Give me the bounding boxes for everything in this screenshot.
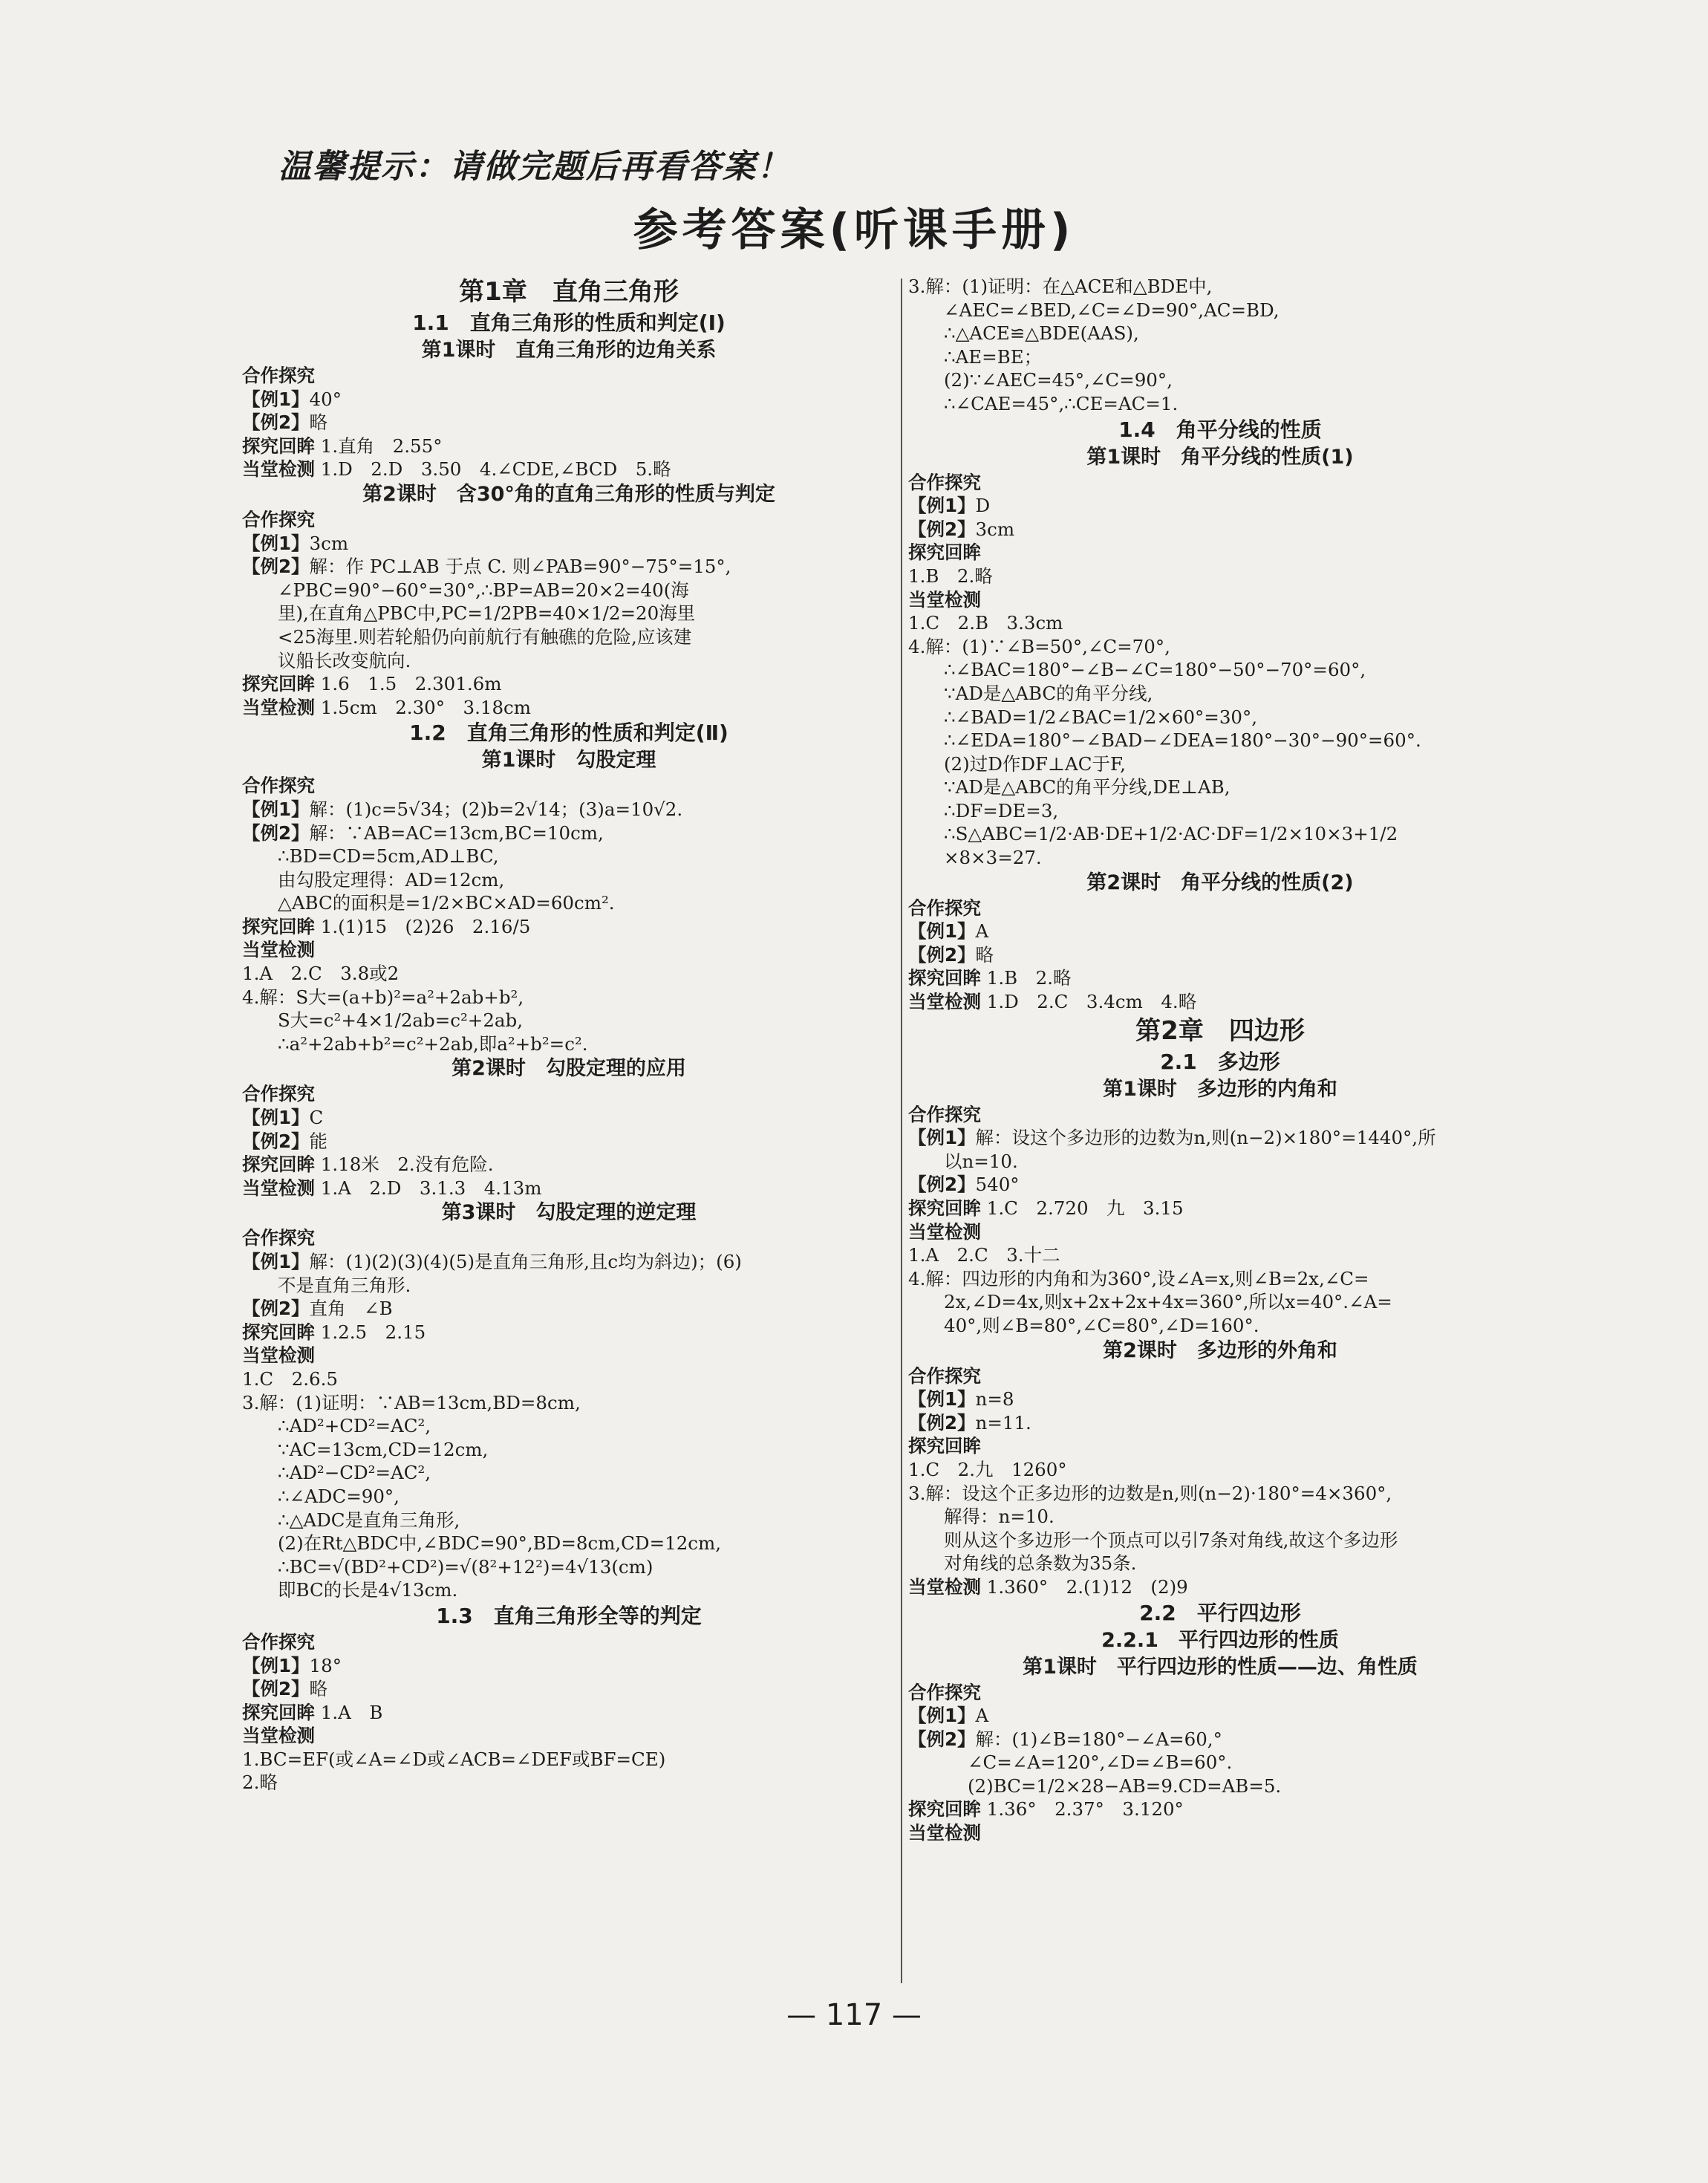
answer-text: ∠AEC=∠BED,∠C=∠D=90°,AC=BD, — [944, 299, 1280, 321]
answer-label: 【例1】 — [908, 1705, 976, 1727]
answer-label: 【例2】 — [242, 1298, 310, 1320]
answer-line — [908, 846, 1532, 870]
answer-line — [908, 1103, 1532, 1127]
answer-text: 即BC的长是4√13cm. — [278, 1579, 458, 1601]
answer-line — [908, 635, 1532, 659]
answer-text: (2)过D作DF⊥AC于F, — [944, 752, 1126, 775]
answer-label: 【例2】 — [908, 518, 976, 540]
answer-line — [908, 1798, 1532, 1821]
answer-text: ∠C=∠A=120°,∠D=∠B=60°. — [968, 1751, 1233, 1774]
answer-label: 探究回眸 — [242, 1701, 315, 1723]
answer-line — [908, 966, 1532, 990]
answer-line — [242, 868, 896, 892]
answer-line — [242, 625, 896, 649]
answer-line — [242, 1461, 896, 1485]
answer-label: 【例1】 — [908, 1127, 976, 1149]
answer-text: S大=c²+4×1/2ab=c²+2ab, — [278, 1009, 523, 1032]
reminder-banner: 温馨提示：请做完题后再看答案！ — [278, 148, 791, 186]
answer-text: 1.B 2.略 — [908, 565, 993, 587]
answer-line — [908, 1482, 1532, 1506]
answer-line — [242, 1630, 896, 1654]
answer-text: 40°,则∠B=80°,∠C=80°,∠D=160°. — [944, 1314, 1259, 1336]
answer-label: 合作探究 — [908, 471, 981, 493]
answer-text: 由勾股定理得：AD=12cm, — [278, 868, 505, 891]
answer-text: ∴DF=DE=3, — [944, 799, 1059, 822]
answer-line — [242, 962, 896, 986]
answer-line — [242, 508, 896, 532]
answer-line — [242, 411, 896, 435]
answer-line — [908, 1243, 1532, 1267]
answer-text: 里),在直角△PBC中,PC=1/2PB=40×1/2=20海里 — [278, 602, 696, 625]
answer-line — [908, 541, 1532, 565]
answer-label: 探究回眸 — [908, 967, 981, 989]
answer-label: 探究回眸 — [242, 1321, 315, 1343]
answer-label: 当堂检测 — [908, 1822, 981, 1844]
answer-line — [908, 565, 1532, 588]
answer-label: 【例1】 — [908, 920, 976, 943]
answer-text: 解得：n=10. — [944, 1506, 1055, 1528]
answer-line — [242, 672, 896, 696]
answer-text: n=11. — [975, 1411, 1031, 1434]
answer-line — [908, 799, 1532, 823]
answer-text: 解：设这个多边形的边数为n,则(n−2)×180°=1440°,所 — [975, 1127, 1436, 1149]
answer-line — [242, 1532, 896, 1555]
answer-line — [242, 845, 896, 868]
answer-text: 解：作 PC⊥AB 于点 C. 则∠PAB=90°−75°=15°, — [309, 556, 731, 578]
answer-text: ∴AE=BE； — [944, 345, 1043, 368]
answer-label: 合作探究 — [242, 1083, 315, 1105]
answer-text: 1.C 2.B 3.3cm — [908, 612, 1063, 634]
answer-label: 合作探究 — [242, 775, 315, 797]
answer-text: 1.B 2.略 — [981, 967, 1072, 989]
answer-text: 1.2.5 2.15 — [315, 1321, 426, 1343]
answer-label: 合作探究 — [242, 1630, 315, 1653]
answer-line — [908, 990, 1532, 1014]
answer-line — [242, 1344, 896, 1367]
answer-line — [242, 1509, 896, 1532]
answer-label: 合作探究 — [908, 897, 981, 919]
answer-line — [908, 920, 1532, 943]
answer-text: 略 — [975, 943, 994, 966]
answer-line — [242, 1438, 896, 1462]
answer-text: 解：(1)∠B=180°−∠A=60,° — [975, 1728, 1222, 1750]
answer-line — [908, 1387, 1532, 1411]
answer-line — [908, 1458, 1532, 1482]
answer-text: 1.C 2.6.5 — [242, 1367, 338, 1390]
answer-text: 4.解：S大=(a+b)²=a²+2ab+b², — [242, 986, 524, 1008]
lesson-heading: 第1课时 角平分线的性质(1) — [1086, 445, 1354, 469]
answer-label: 【例2】 — [908, 943, 976, 966]
answer-label: 探究回眸 — [242, 915, 315, 937]
answer-text: 3cm — [309, 532, 349, 554]
section-heading: 1.1 直角三角形的性质和判定(Ⅰ) — [412, 310, 726, 335]
answer-text: ∴∠EDA=180°−∠BAD−∠DEA=180°−30°−90°=60°. — [944, 729, 1421, 752]
answer-text: C — [309, 1107, 324, 1129]
answer-line — [242, 798, 896, 822]
answer-label: 当堂检测 — [242, 1344, 315, 1367]
answer-line — [242, 388, 896, 411]
answer-line — [242, 1391, 896, 1415]
answer-label: 当堂检测 — [242, 1177, 315, 1199]
lesson-heading: 第3课时 勾股定理的逆定理 — [441, 1201, 697, 1225]
answer-line — [908, 729, 1532, 752]
answer-label: 当堂检测 — [242, 696, 315, 718]
answer-text: ∴△ADC是直角三角形, — [278, 1509, 460, 1531]
answer-line — [242, 774, 896, 798]
lesson-heading: 第2课时 角平分线的性质(2) — [1086, 871, 1354, 894]
answer-label: 【例1】 — [908, 1388, 976, 1411]
answer-line — [242, 1321, 896, 1344]
answer-line — [908, 1728, 1532, 1751]
column-divider — [901, 279, 902, 1983]
answer-text: 1.直角 2.55° — [315, 435, 443, 457]
lesson-heading: 第1课时 多边形的内角和 — [1103, 1077, 1337, 1101]
answer-label: 探究回眸 — [908, 1798, 981, 1821]
answer-label: 当堂检测 — [242, 1725, 315, 1747]
answer-text: 3cm — [975, 518, 1015, 540]
answer-line — [908, 682, 1532, 706]
answer-text: ∵AC=13cm,CD=12cm, — [278, 1438, 489, 1460]
answer-label: 【例2】 — [908, 1728, 976, 1750]
chapter-heading: 第2章 四边形 — [1135, 1015, 1305, 1046]
answer-line — [908, 368, 1532, 392]
answer-line — [242, 1748, 896, 1772]
answer-label: 探究回眸 — [908, 1197, 981, 1219]
answer-line — [242, 1654, 896, 1678]
answer-text: 1.360° 2.(1)12 (2)9 — [981, 1575, 1188, 1598]
answer-text: 1.5cm 2.30° 3.18cm — [315, 696, 532, 718]
section-heading: 1.4 角平分线的性质 — [1118, 417, 1322, 442]
answer-line — [908, 822, 1532, 846]
answer-label: 当堂检测 — [908, 1575, 981, 1598]
page-number: — 117 — — [786, 1998, 922, 2032]
lesson-heading: 第1课时 平行四边形的性质——边、角性质 — [1023, 1655, 1418, 1679]
answer-text: 40° — [309, 388, 342, 410]
answer-line — [242, 891, 896, 915]
answer-text: A — [975, 1705, 989, 1727]
answer-line — [242, 1367, 896, 1391]
answer-text: 1.BC=EF(或∠A=∠D或∠ACB=∠DEF或BF=CE) — [242, 1748, 666, 1770]
answer-line — [908, 345, 1532, 369]
answer-text: ∴AD²+CD²=AC², — [278, 1415, 431, 1437]
answer-line — [242, 532, 896, 556]
answer-line — [908, 1150, 1532, 1174]
answer-text: 则从这个多边形一个顶点可以引7条对角线,故这个多边形 — [944, 1529, 1398, 1551]
answer-line — [242, 1485, 896, 1509]
answer-label: 【例1】 — [242, 532, 310, 554]
lesson-heading: 第2课时 勾股定理的应用 — [452, 1057, 686, 1081]
answer-line — [242, 1274, 896, 1298]
answer-label: 【例1】 — [242, 1654, 310, 1676]
answer-line — [908, 1529, 1532, 1552]
answer-line — [908, 1751, 1532, 1774]
answer-text: 3.解：设这个正多边形的边数是n,则(n−2)·180°=4×360°, — [908, 1482, 1392, 1504]
answer-text: D — [975, 495, 991, 517]
answer-line — [908, 1821, 1532, 1845]
answer-line — [242, 602, 896, 625]
lesson-heading: 第2课时 含30°角的直角三角形的性质与判定 — [362, 482, 775, 506]
section-heading: 1.2 直角三角形的性质和判定(Ⅱ) — [409, 720, 728, 746]
answer-text: ∠PBC=90°−60°=30°,∴BP=AB=20×2=40(海 — [278, 579, 689, 601]
answer-text: ∵AD是△ABC的角平分线,DE⊥AB, — [944, 776, 1231, 798]
answer-text: n=8 — [975, 1388, 1014, 1411]
answer-line — [908, 1552, 1532, 1575]
answer-text: △ABC的面积是=1/2×BC×AD=60cm². — [278, 892, 615, 914]
answer-text: 直角 ∠B — [309, 1298, 393, 1320]
answer-text: 1.A 2.C 3.十二 — [908, 1244, 1060, 1266]
answer-label: 合作探究 — [908, 1681, 981, 1703]
answer-text: 议船长改变航向. — [278, 649, 411, 671]
answer-label: 合作探究 — [242, 1227, 315, 1249]
answer-text: 2.略 — [242, 1772, 278, 1794]
lesson-heading: 第1课时 勾股定理 — [481, 749, 656, 772]
chapter-heading: 第1章 直角三角形 — [459, 277, 679, 307]
section-heading: 1.3 直角三角形全等的判定 — [436, 1603, 702, 1628]
answer-line — [908, 897, 1532, 920]
answer-text: ∴AD²−CD²=AC², — [278, 1462, 431, 1484]
answer-line — [242, 364, 896, 388]
answer-text: 1.A 2.C 3.8或2 — [242, 963, 400, 985]
answer-line — [908, 1290, 1532, 1314]
answer-label: 【例1】 — [242, 1251, 310, 1272]
answer-text: 能 — [309, 1130, 328, 1152]
answer-text: ∴∠BAD=1/2∠BAC=1/2×60°=30°, — [944, 706, 1258, 728]
answer-line — [908, 1411, 1532, 1435]
answer-line — [908, 775, 1532, 799]
answer-line — [908, 588, 1532, 612]
answer-text: 1.C 2.720 九 3.15 — [981, 1197, 1184, 1219]
answer-line — [908, 1126, 1532, 1150]
answer-line — [242, 458, 896, 481]
answer-label: 探究回眸 — [242, 673, 315, 695]
answer-line — [242, 1701, 896, 1725]
answer-column-left — [242, 275, 896, 1795]
answer-label: 【例1】 — [242, 798, 310, 820]
answer-text: ∴∠BAC=180°−∠B−∠C=180°−50°−70°=60°, — [944, 659, 1366, 681]
answer-line — [242, 555, 896, 579]
answer-line — [242, 1250, 896, 1274]
answer-label: 【例2】 — [242, 1678, 310, 1700]
answer-line — [242, 579, 896, 602]
answer-text: 3.解：(1)证明：∵AB=13cm,BD=8cm, — [242, 1391, 581, 1413]
answer-label: 当堂检测 — [908, 991, 981, 1013]
answer-line — [242, 938, 896, 962]
answer-text: ×8×3=27. — [944, 847, 1042, 869]
answer-label: 合作探究 — [908, 1103, 981, 1125]
answer-line — [242, 435, 896, 458]
answer-text: 1.36° 2.37° 3.120° — [981, 1798, 1184, 1821]
answer-text: 解：(1)(2)(3)(4)(5)是直角三角形,且c均为斜边)；(6) — [309, 1251, 742, 1272]
answer-text: 4.解：四边形的内角和为360°,设∠A=x,则∠B=2x,∠C= — [908, 1267, 1369, 1289]
lesson-heading: 第2课时 多边形的外角和 — [1103, 1338, 1337, 1362]
lesson-heading: 第1课时 直角三角形的边角关系 — [421, 339, 717, 362]
answer-line — [908, 392, 1532, 416]
answer-label: 【例2】 — [242, 822, 310, 844]
section-heading: 2.1 多边形 — [1160, 1049, 1280, 1074]
answer-label: 合作探究 — [242, 508, 315, 530]
answer-text: 540° — [975, 1174, 1020, 1196]
answer-line — [908, 1505, 1532, 1529]
page-title: 参考答案(听课手册) — [633, 204, 1075, 256]
answer-text: ∴∠ADC=90°, — [278, 1485, 400, 1507]
answer-line — [908, 275, 1532, 299]
answer-line — [908, 611, 1532, 635]
answer-text: 不是直角三角形. — [278, 1274, 411, 1296]
answer-line — [242, 915, 896, 939]
answer-line — [242, 822, 896, 845]
answer-text: 1.(1)15 (2)26 2.16/5 — [315, 915, 531, 937]
answer-line — [908, 658, 1532, 682]
answer-line — [242, 1226, 896, 1250]
answer-line — [908, 752, 1532, 776]
section-heading: 2.2 平行四边形 — [1139, 1600, 1301, 1625]
answer-text: (2)BC=1/2×28−AB=9.CD=AB=5. — [968, 1774, 1282, 1797]
answer-text: ∴BC=√(BD²+CD²)=√(8²+12²)=4√13(cm) — [278, 1555, 653, 1578]
answer-line — [242, 1009, 896, 1032]
answer-line — [242, 1555, 896, 1579]
answer-line — [242, 1578, 896, 1602]
answer-line — [242, 1032, 896, 1056]
answer-line — [242, 1677, 896, 1701]
answer-line — [908, 1364, 1532, 1388]
answer-text: ∴BD=CD=5cm,AD⊥BC, — [278, 845, 499, 868]
answer-line — [908, 471, 1532, 495]
answer-text: A — [975, 920, 989, 943]
answer-line — [242, 1082, 896, 1106]
answer-label: 【例2】 — [242, 556, 310, 578]
answer-label: 【例2】 — [908, 1174, 976, 1196]
answer-line — [908, 1314, 1532, 1338]
answer-text: 略 — [309, 411, 328, 434]
answer-label: 探究回眸 — [908, 541, 981, 564]
answer-text: ∴S△ABC=1/2·AB·DE+1/2·AC·DF=1/2×10×3+1/2 — [944, 823, 1398, 845]
answer-text: 略 — [309, 1678, 328, 1700]
answer-line — [242, 1106, 896, 1130]
answer-text: 1.D 2.D 3.50 4.∠CDE,∠BCD 5.略 — [315, 458, 671, 481]
answer-line — [908, 494, 1532, 518]
answer-text: 1.18米 2.没有危险. — [315, 1154, 494, 1176]
answer-label: 当堂检测 — [242, 939, 315, 961]
answer-text: ∴△ACE≌△BDE(AAS), — [944, 322, 1139, 345]
answer-text: 4.解：(1)∵∠B=50°,∠C=70°, — [908, 635, 1170, 657]
answer-line — [242, 1771, 896, 1795]
answer-line — [242, 1177, 896, 1200]
answer-label: 【例2】 — [242, 411, 310, 434]
answer-line — [908, 1774, 1532, 1798]
answer-label: 【例2】 — [242, 1130, 310, 1152]
answer-label: 探究回眸 — [908, 1435, 981, 1457]
lesson-heading: 2.2.1 平行四边形的性质 — [1101, 1628, 1339, 1652]
answer-label: 合作探究 — [242, 365, 315, 386]
answer-line — [242, 696, 896, 720]
answer-label: 合作探究 — [908, 1364, 981, 1387]
answer-text: 3.解：(1)证明：在△ACE和△BDE中, — [908, 276, 1213, 297]
answer-line — [908, 706, 1532, 729]
answer-text: 对角线的总条数为35条. — [944, 1552, 1137, 1575]
answer-line — [908, 1267, 1532, 1291]
answer-text: 以n=10. — [944, 1150, 1018, 1172]
answer-label: 【例1】 — [908, 495, 976, 517]
answer-text: 1.C 2.九 1260° — [908, 1458, 1067, 1480]
answer-line — [908, 1220, 1532, 1244]
answer-line — [908, 518, 1532, 541]
answer-line — [242, 649, 896, 673]
answer-text: 解：(1)c=5√34；(2)b=2√14；(3)a=10√2. — [309, 798, 683, 820]
answer-label: 当堂检测 — [242, 458, 315, 481]
answer-label: 【例1】 — [242, 388, 310, 410]
answer-line — [908, 1197, 1532, 1220]
answer-label: 当堂检测 — [908, 1220, 981, 1243]
answer-label: 【例2】 — [908, 1411, 976, 1434]
answer-line — [242, 1297, 896, 1321]
answer-text: 解：∵AB=AC=13cm,BC=10cm, — [309, 822, 604, 844]
answer-line — [242, 1153, 896, 1177]
answer-text: ∵AD是△ABC的角平分线, — [944, 682, 1153, 704]
answer-label: 探究回眸 — [242, 1154, 315, 1176]
answer-line — [908, 943, 1532, 967]
answer-text: 18° — [309, 1654, 342, 1676]
answer-label: 探究回眸 — [242, 435, 315, 457]
answer-line — [242, 1724, 896, 1748]
answer-line — [908, 1704, 1532, 1728]
answer-label: 【例1】 — [242, 1107, 310, 1129]
answer-text: 2x,∠D=4x,则x+2x+2x+4x=360°,所以x=40°.∠A= — [944, 1291, 1392, 1313]
answer-line — [242, 1130, 896, 1154]
answer-line — [908, 1681, 1532, 1705]
answer-text: 1.D 2.C 3.4cm 4.略 — [981, 991, 1197, 1013]
answer-text: ∴a²+2ab+b²=c²+2ab,即a²+b²=c². — [278, 1032, 588, 1055]
answer-line — [908, 1575, 1532, 1599]
answer-line — [242, 1414, 896, 1438]
answer-line — [908, 322, 1532, 345]
answer-line — [908, 299, 1532, 322]
answer-text: 1.6 1.5 2.301.6m — [315, 673, 502, 695]
answer-line — [908, 1173, 1532, 1197]
answer-text: (2)∵∠AEC=45°,∠C=90°, — [944, 369, 1173, 391]
answer-line — [242, 986, 896, 1009]
answer-column-right — [908, 275, 1532, 1845]
answer-text: <25海里.则若轮船仍向前航行有触礁的危险,应该建 — [278, 625, 692, 648]
answer-text: 1.A B — [315, 1701, 383, 1723]
answer-line — [908, 1434, 1532, 1458]
answer-text: ∴∠CAE=45°,∴CE=AC=1. — [944, 392, 1179, 414]
answer-text: 1.A 2.D 3.1.3 4.13m — [315, 1177, 542, 1199]
answer-label: 当堂检测 — [908, 588, 981, 611]
answer-text: (2)在Rt△BDC中,∠BDC=90°,BD=8cm,CD=12cm, — [278, 1532, 722, 1555]
